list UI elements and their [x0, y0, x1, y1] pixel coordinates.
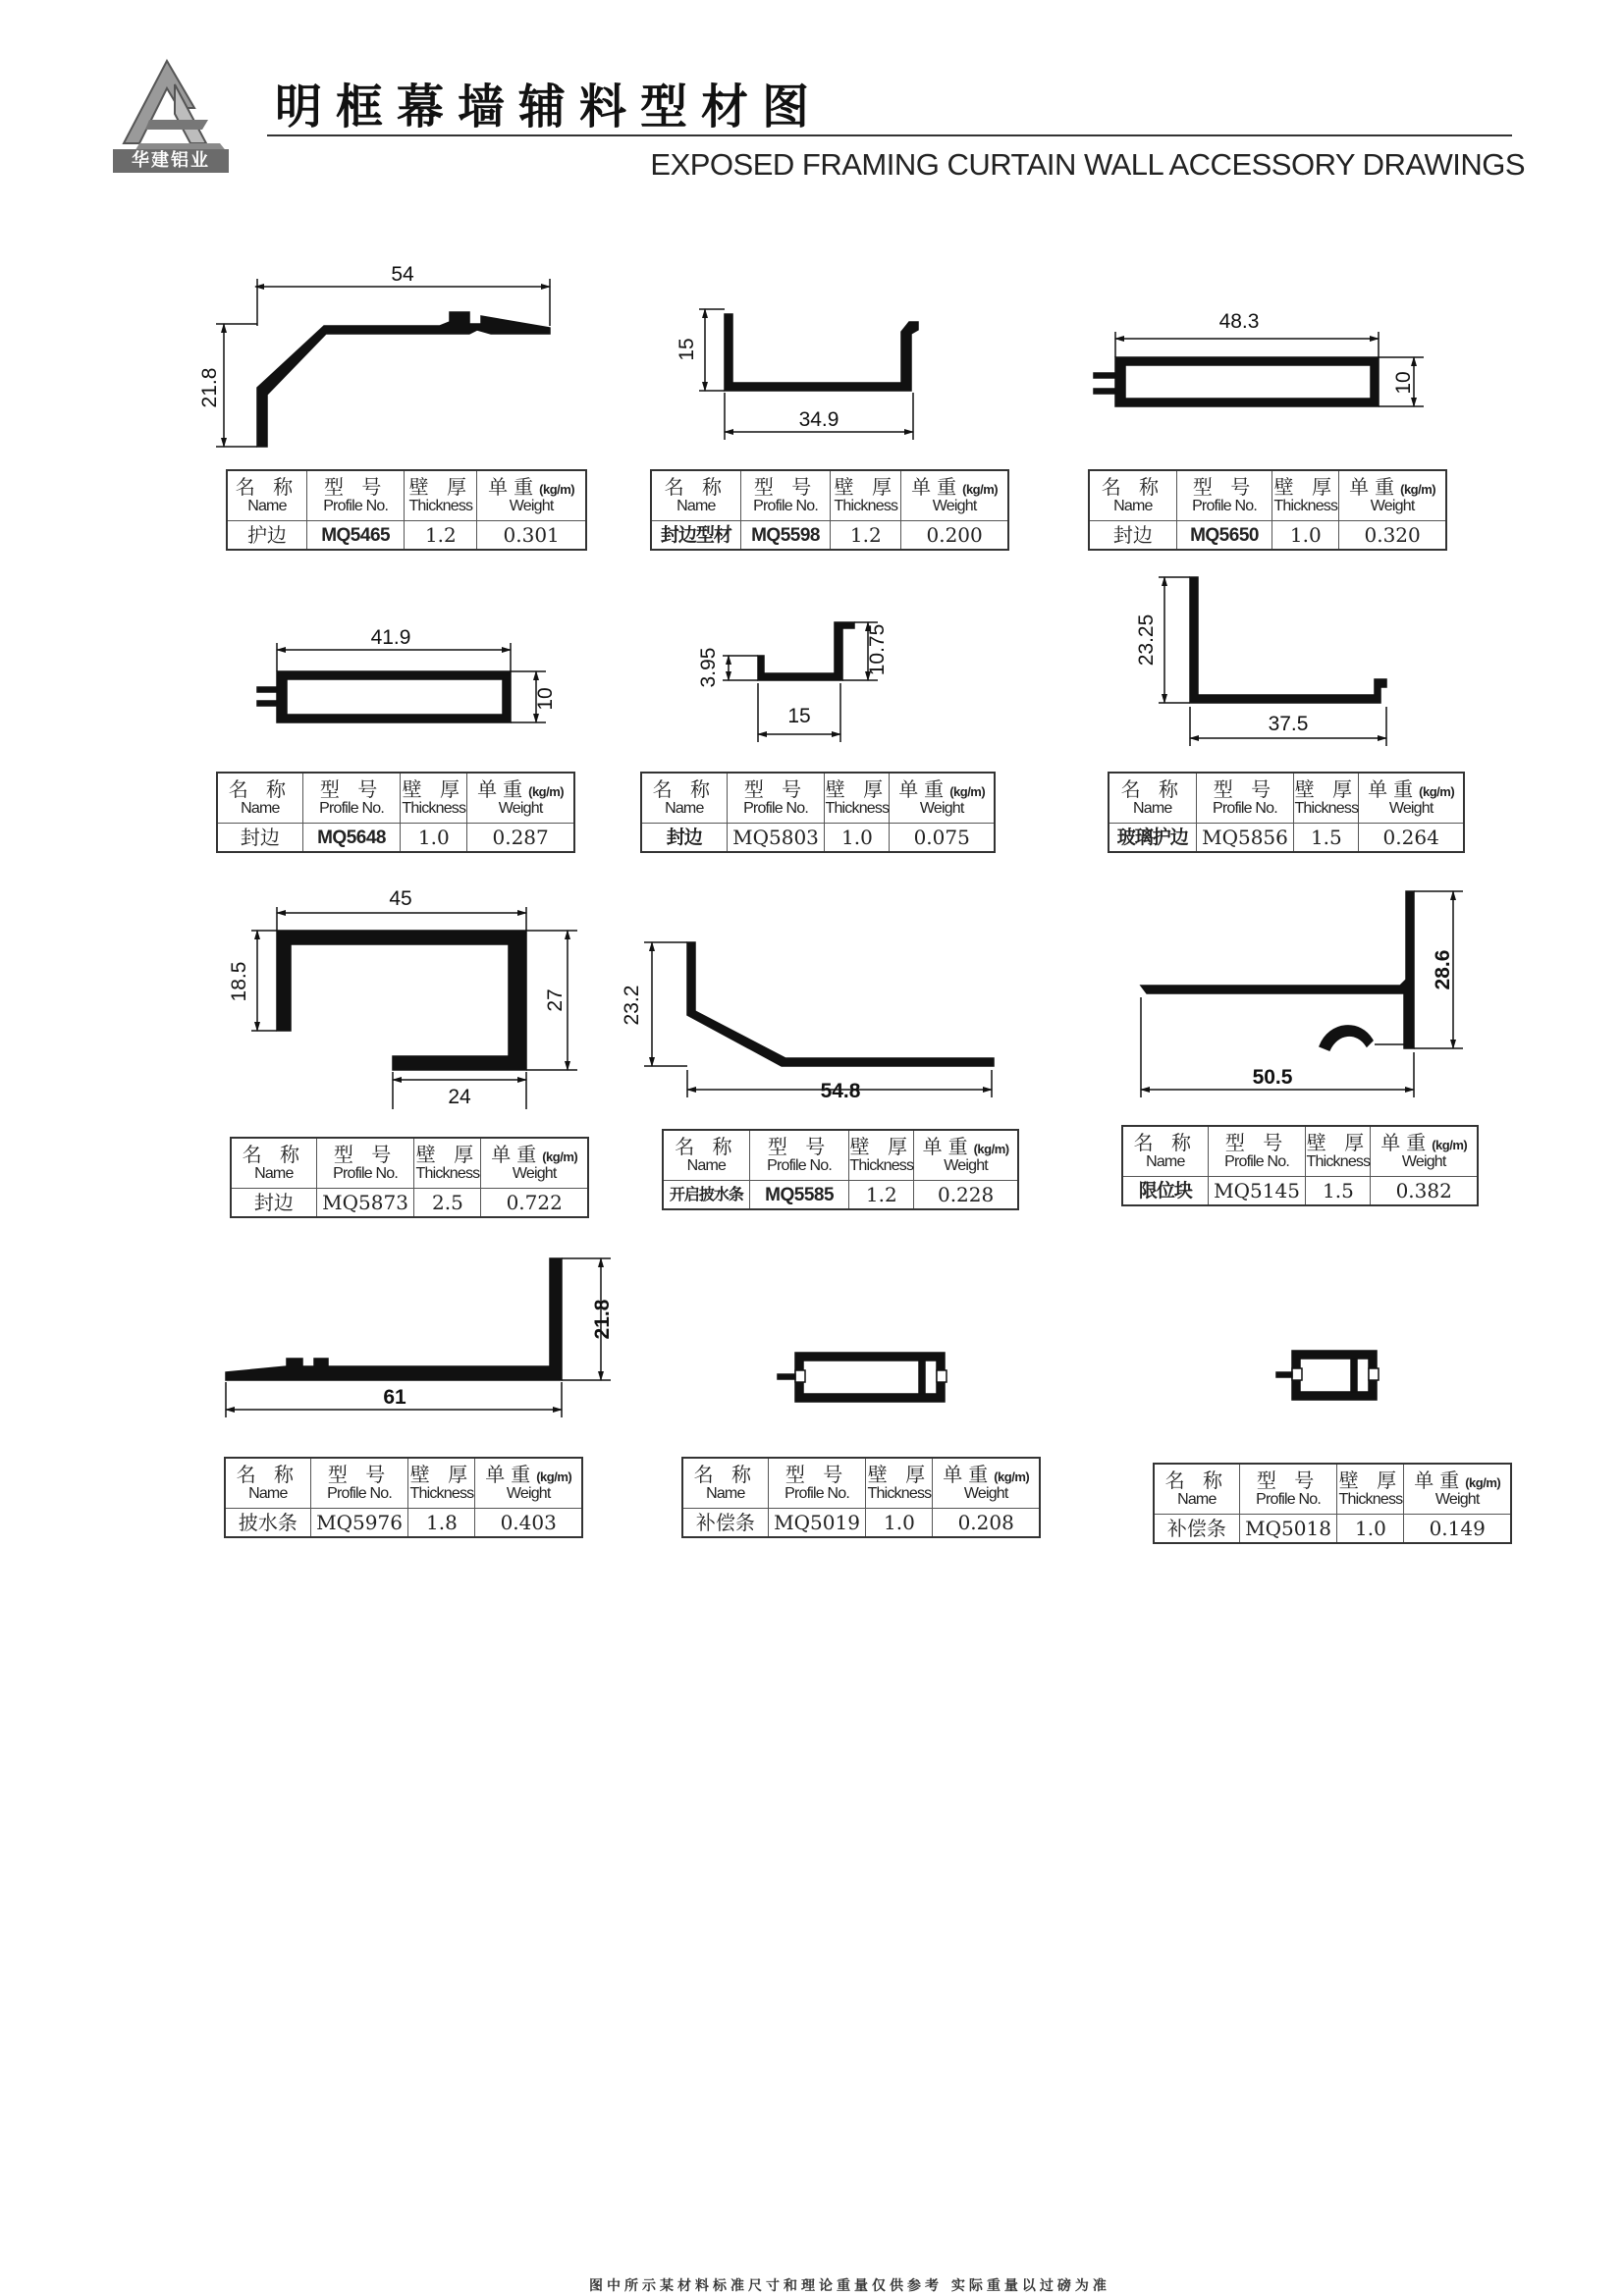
profile-weight: 0.382 — [1371, 1177, 1478, 1206]
dim-label: 45 — [389, 887, 412, 910]
dim-label: 3.95 — [697, 647, 720, 688]
header-thickness: 壁 厚 Thickness — [849, 1130, 914, 1181]
header-profile: 型 号 Profile No. — [740, 470, 831, 521]
profile-thickness: 1.8 — [408, 1509, 475, 1538]
dim-label: 28.6 — [1432, 949, 1454, 990]
spec-table — [226, 469, 587, 551]
profile-thickness: 1.2 — [405, 521, 477, 551]
profile-number: MQ5976 — [310, 1509, 408, 1538]
profile-thickness: 2.5 — [414, 1189, 481, 1218]
profile-number: MQ5873 — [316, 1189, 414, 1218]
profile-number: MQ5019 — [768, 1509, 866, 1538]
table-row — [1089, 521, 1446, 551]
spec-table — [1108, 772, 1465, 853]
header-weight: 单重(kg/m) Weight — [901, 470, 1008, 521]
profile-name: 护边 — [227, 521, 306, 551]
header-weight: 单重(kg/m) Weight — [1339, 470, 1446, 521]
header-thickness: 壁 厚 Thickness — [1272, 470, 1339, 521]
profile-name: 封边型材 — [651, 521, 740, 551]
profile-drawing-mq5585 — [644, 942, 994, 1097]
dim-label: 10 — [1392, 371, 1415, 395]
profile-name: 玻璃护边 — [1109, 824, 1196, 853]
header-weight: 单重(kg/m) Weight — [481, 1138, 588, 1189]
spec-table — [1088, 469, 1447, 551]
header-weight: 单重(kg/m) Weight — [475, 1458, 582, 1509]
spec-table — [662, 1129, 1019, 1210]
header-profile: 型 号 Profile No. — [727, 773, 825, 824]
spec-table — [650, 469, 1009, 551]
profile-weight: 0.264 — [1359, 824, 1464, 853]
header-profile: 型 号 Profile No. — [1208, 1126, 1306, 1177]
spec-table — [230, 1137, 589, 1218]
profile-thickness: 1.0 — [825, 824, 890, 853]
dim-label: 54 — [391, 263, 414, 286]
header-profile: 型 号 Profile No. — [749, 1130, 849, 1181]
profile-thickness: 1.2 — [849, 1181, 914, 1210]
dim-label: 37.5 — [1268, 713, 1309, 735]
profile-weight: 0.287 — [467, 824, 574, 853]
profile-thickness: 1.0 — [866, 1509, 933, 1538]
profile-weight: 0.722 — [481, 1189, 588, 1218]
dim-label: 24 — [448, 1086, 471, 1108]
header-profile: 型 号 Profile No. — [302, 773, 401, 824]
dim-label: 48.3 — [1218, 310, 1260, 333]
profile-thickness: 1.2 — [831, 521, 901, 551]
header-thickness: 壁 厚 Thickness — [831, 470, 901, 521]
table-row — [217, 824, 574, 853]
profile-name: 封边 — [641, 824, 727, 853]
table-row — [682, 1509, 1040, 1538]
dim-label: 34.9 — [798, 408, 839, 431]
header-profile: 型 号 Profile No. — [1239, 1464, 1337, 1515]
table-row — [1109, 824, 1464, 853]
spec-table — [216, 772, 575, 853]
dim-label: 15 — [787, 705, 811, 727]
footer-note: 图中所示某材料标准尺寸和理论重量仅供参考 实际重量以过磅为准 — [589, 2278, 1110, 2294]
page-title: 明框幕墙辅料型材图 — [275, 80, 824, 134]
spec-table — [1121, 1125, 1479, 1206]
profile-number: MQ5465 — [306, 521, 405, 551]
header-name: 名 称 Name — [651, 470, 740, 521]
profile-drawing-mq5650 — [1094, 332, 1424, 406]
profile-number: MQ5585 — [749, 1181, 849, 1210]
table-row — [231, 1189, 588, 1218]
header-weight: 单重(kg/m) Weight — [890, 773, 995, 824]
profile-name: 限位块 — [1122, 1177, 1208, 1206]
dim-label: 54.8 — [820, 1080, 861, 1102]
header-profile: 型 号 Profile No. — [310, 1458, 408, 1509]
header-weight: 单重(kg/m) Weight — [933, 1458, 1040, 1509]
profile-name: 封边 — [217, 824, 302, 853]
dim-label: 21.8 — [198, 367, 221, 408]
header-name: 名 称 Name — [225, 1458, 310, 1509]
profile-name: 补偿条 — [682, 1509, 768, 1538]
profile-drawing-mq5976 — [226, 1258, 611, 1417]
profile-weight: 0.200 — [901, 521, 1008, 551]
header-weight: 单重(kg/m) Weight — [1371, 1126, 1478, 1177]
header-thickness: 壁 厚 Thickness — [401, 773, 467, 824]
table-row — [1154, 1515, 1511, 1544]
header-weight: 单重(kg/m) Weight — [1404, 1464, 1511, 1515]
profile-number: MQ5856 — [1196, 824, 1294, 853]
header-thickness: 壁 厚 Thickness — [414, 1138, 481, 1189]
profile-weight: 0.301 — [477, 521, 586, 551]
spec-table — [640, 772, 996, 853]
profile-weight: 0.075 — [890, 824, 995, 853]
table-row — [227, 521, 586, 551]
header-weight: 单重(kg/m) Weight — [467, 773, 574, 824]
header-name: 名 称 Name — [1089, 470, 1176, 521]
profile-drawing-mq5018 — [1276, 1351, 1379, 1400]
table-row — [663, 1181, 1018, 1210]
header-name: 名 称 Name — [217, 773, 302, 824]
spec-table — [1153, 1463, 1512, 1544]
profile-name: 开启披水条 — [663, 1181, 749, 1210]
profile-name: 封边 — [1089, 521, 1176, 551]
header-name: 名 称 Name — [1109, 773, 1196, 824]
header-name: 名 称 Name — [1154, 1464, 1239, 1515]
profile-drawing-mq5019 — [778, 1353, 947, 1402]
profile-number: MQ5650 — [1176, 521, 1272, 551]
page-subtitle: EXPOSED FRAMING CURTAIN WALL ACCESSORY DRAWINGS — [650, 147, 1525, 182]
header-weight: 单重(kg/m) Weight — [914, 1130, 1018, 1181]
header-name: 名 称 Name — [663, 1130, 749, 1181]
profile-number: MQ5598 — [740, 521, 831, 551]
profile-drawing-mq5873 — [251, 907, 577, 1109]
dim-label: 21.8 — [591, 1299, 614, 1340]
profile-number: MQ5648 — [302, 824, 401, 853]
header-weight: 单重(kg/m) Weight — [1359, 773, 1464, 824]
header-profile: 型 号 Profile No. — [1176, 470, 1272, 521]
profile-drawing-mq5145 — [1141, 891, 1463, 1097]
header-thickness: 壁 厚 Thickness — [1337, 1464, 1404, 1515]
header-profile: 型 号 Profile No. — [1196, 773, 1294, 824]
dim-label: 61 — [383, 1386, 406, 1409]
table-row — [225, 1509, 582, 1538]
profile-thickness: 1.5 — [1306, 1177, 1371, 1206]
header-thickness: 壁 厚 Thickness — [825, 773, 890, 824]
header-name: 名 称 Name — [682, 1458, 768, 1509]
dim-label: 50.5 — [1252, 1066, 1293, 1089]
profile-number: MQ5803 — [727, 824, 825, 853]
profile-number: MQ5018 — [1239, 1515, 1337, 1544]
profile-weight: 0.320 — [1339, 521, 1446, 551]
profile-weight: 0.228 — [914, 1181, 1018, 1210]
header-name: 名 称 Name — [1122, 1126, 1208, 1177]
profile-number: MQ5145 — [1208, 1177, 1306, 1206]
header-profile: 型 号 Profile No. — [316, 1138, 414, 1189]
profile-drawing-mq5648 — [257, 643, 546, 722]
header-thickness: 壁 厚 Thickness — [405, 470, 477, 521]
logo-text: 华建铝业 — [113, 149, 229, 173]
header-profile: 型 号 Profile No. — [306, 470, 405, 521]
profile-weight: 0.208 — [933, 1509, 1040, 1538]
dim-label: 15 — [676, 338, 698, 361]
header-thickness: 壁 厚 Thickness — [1306, 1126, 1371, 1177]
profile-drawing-mq5465 — [216, 279, 550, 447]
spec-table — [224, 1457, 583, 1538]
table-row — [1122, 1177, 1478, 1206]
header-thickness: 壁 厚 Thickness — [408, 1458, 475, 1509]
profile-name: 补偿条 — [1154, 1515, 1239, 1544]
table-row — [651, 521, 1008, 551]
dim-label: 27 — [544, 988, 567, 1012]
header-name: 名 称 Name — [227, 470, 306, 521]
dim-label: 23.25 — [1135, 614, 1158, 667]
table-row — [641, 824, 995, 853]
dim-label: 23.2 — [621, 985, 643, 1026]
profile-name: 披水条 — [225, 1509, 310, 1538]
spec-table — [681, 1457, 1041, 1538]
profile-weight: 0.149 — [1404, 1515, 1511, 1544]
header-profile: 型 号 Profile No. — [768, 1458, 866, 1509]
dim-label: 10 — [534, 687, 557, 711]
dim-label: 18.5 — [228, 961, 250, 1002]
header-name: 名 称 Name — [641, 773, 727, 824]
header-name: 名 称 Name — [231, 1138, 316, 1189]
profile-thickness: 1.0 — [401, 824, 467, 853]
header-weight: 单重(kg/m) Weight — [477, 470, 586, 521]
dim-label: 10.75 — [866, 623, 889, 676]
profile-thickness: 1.0 — [1272, 521, 1339, 551]
header-thickness: 壁 厚 Thickness — [1294, 773, 1359, 824]
profile-name: 封边 — [231, 1189, 316, 1218]
profile-thickness: 1.5 — [1294, 824, 1359, 853]
dim-label: 41.9 — [370, 626, 411, 649]
profile-weight: 0.403 — [475, 1509, 582, 1538]
header-thickness: 壁 厚 Thickness — [866, 1458, 933, 1509]
profile-thickness: 1.0 — [1337, 1515, 1404, 1544]
